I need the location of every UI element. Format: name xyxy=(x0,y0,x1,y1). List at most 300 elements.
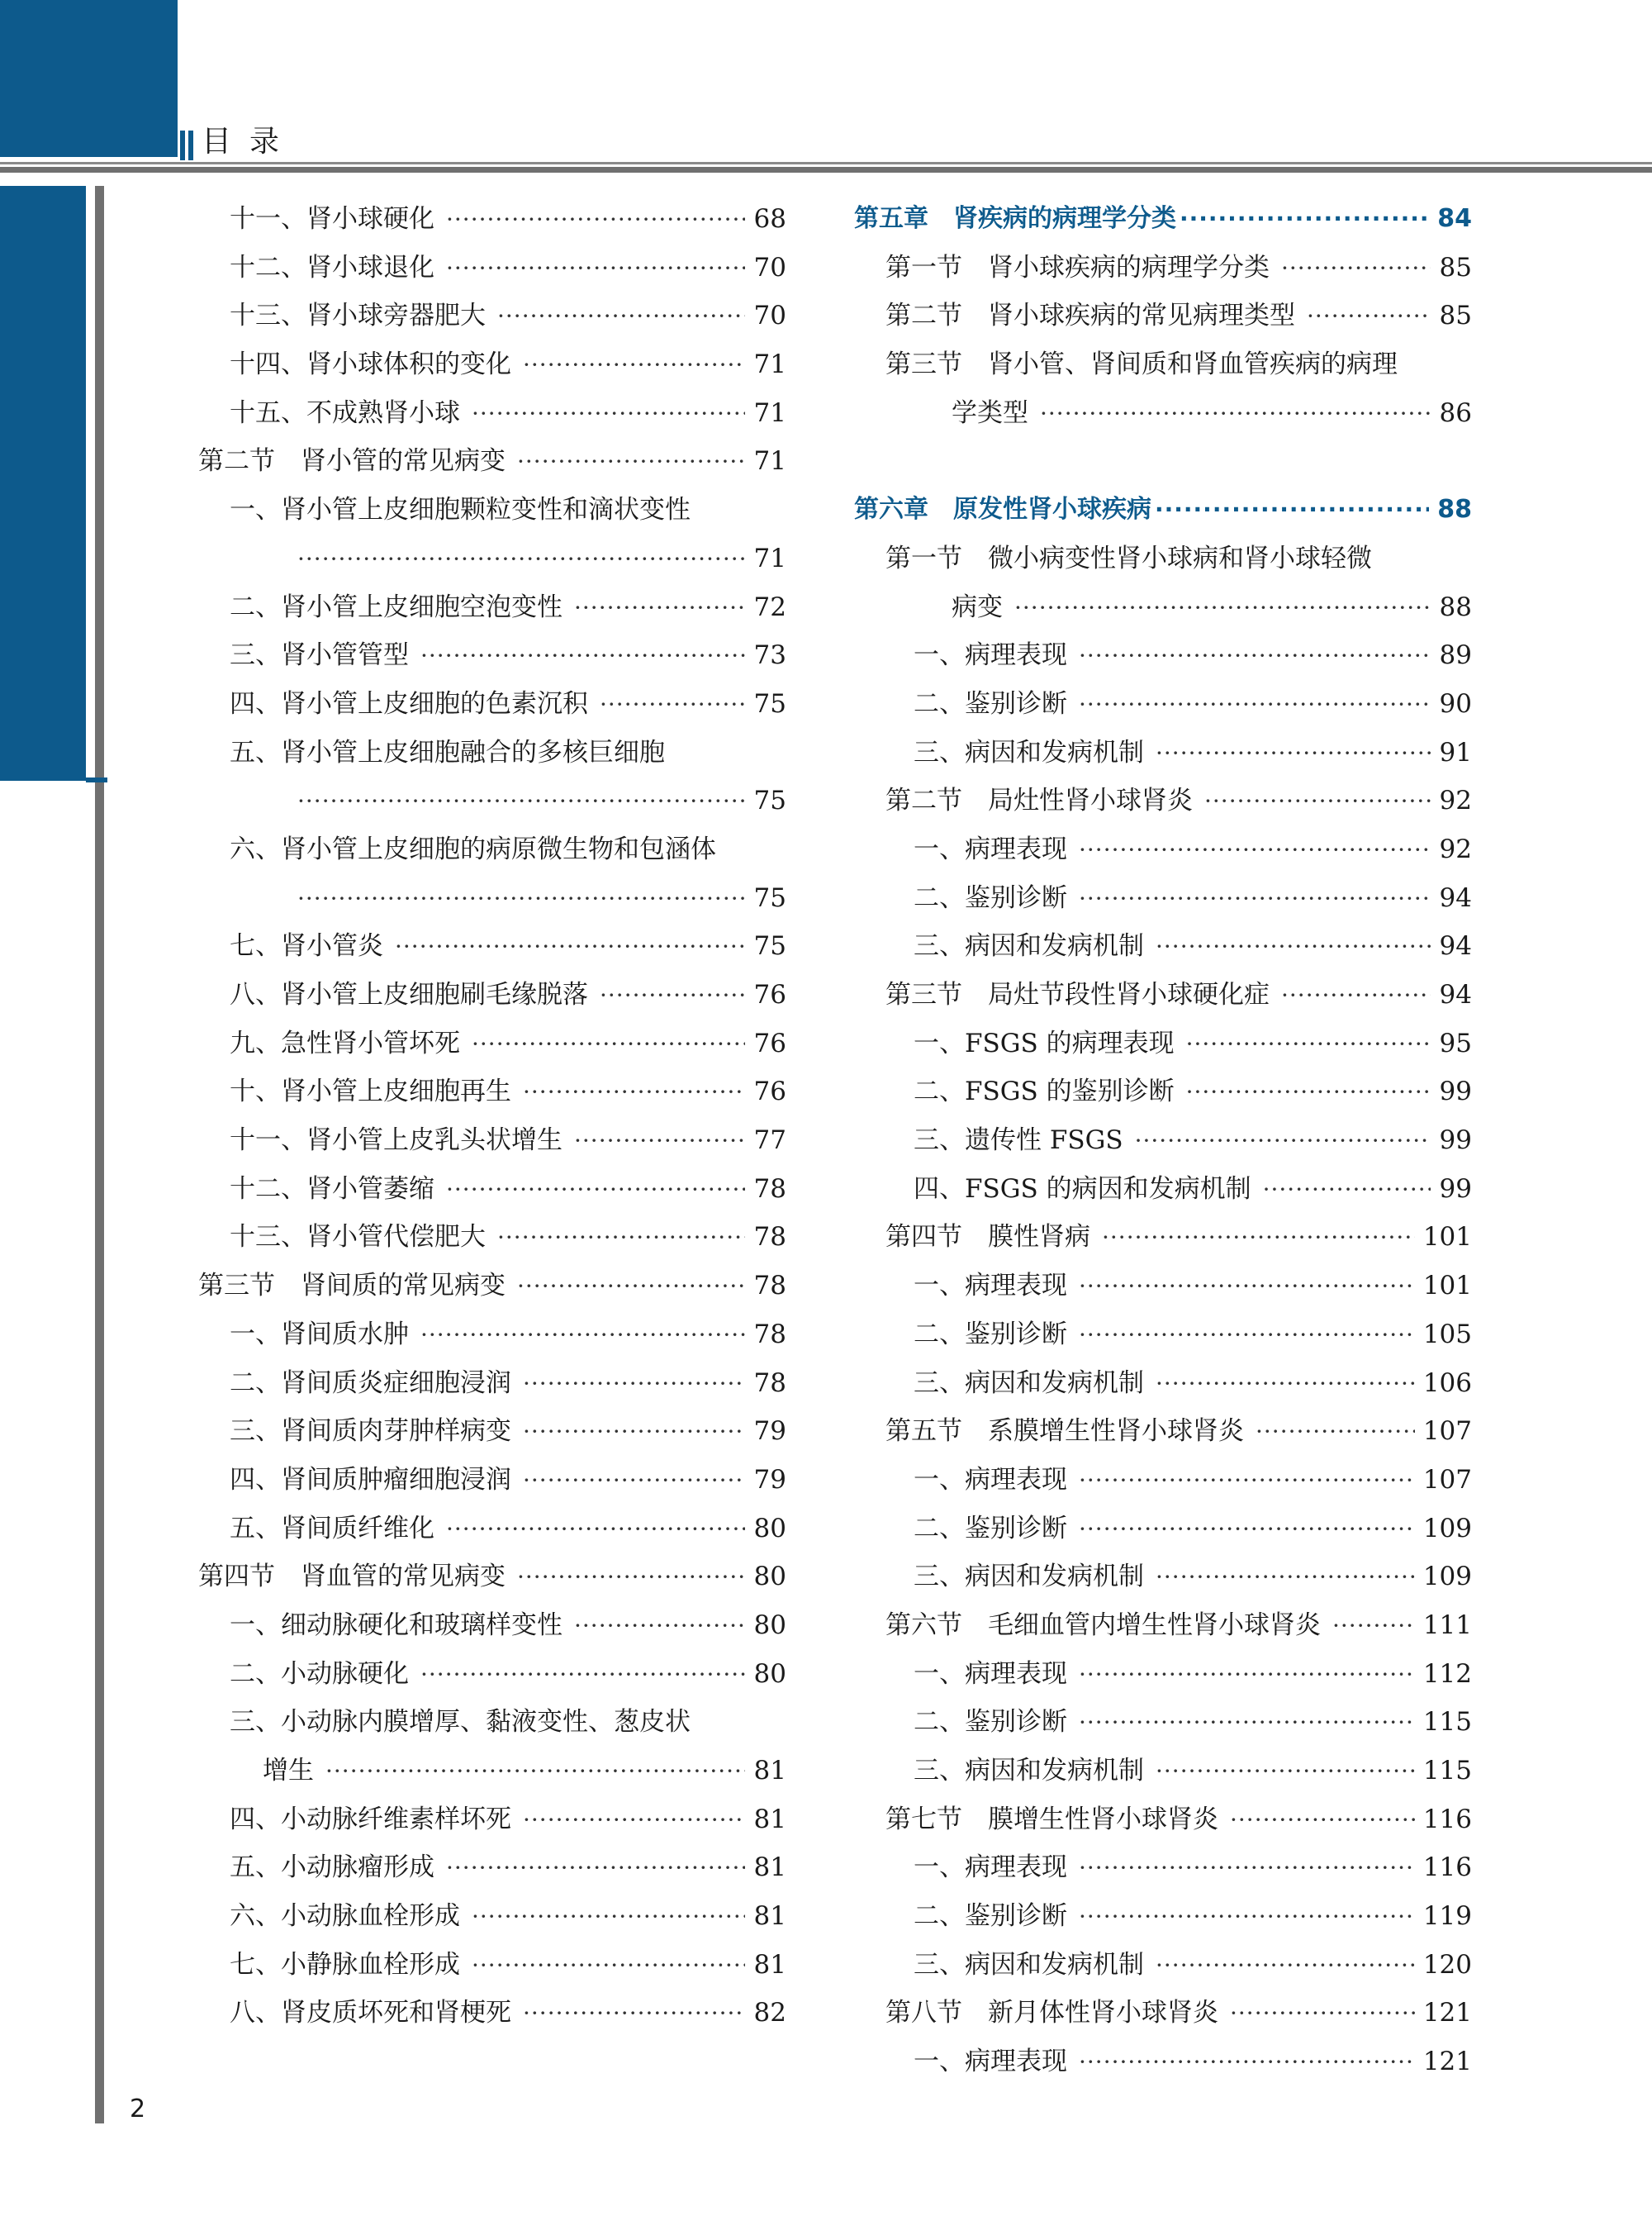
toc-entry xyxy=(885,535,1472,583)
toc-entry xyxy=(230,1310,786,1359)
toc-page-number: 101 xyxy=(1422,1222,1472,1253)
toc-entry-row xyxy=(914,1068,1472,1117)
dot-leader xyxy=(517,438,745,487)
toc-entry-row xyxy=(914,1310,1472,1360)
toc-entry xyxy=(914,1262,1472,1310)
toc-entry xyxy=(885,777,1472,825)
toc-entry-row xyxy=(885,292,1472,341)
toc-entry-row xyxy=(885,971,1472,1020)
toc-entry-label: 八、肾皮质坏死和肾梗死 xyxy=(230,1998,511,2028)
toc-page-number: 80 xyxy=(753,1658,786,1689)
dot-leader xyxy=(523,1408,745,1457)
dot-leader xyxy=(1079,826,1431,875)
side-tick-mark xyxy=(86,777,107,782)
toc-entry-row xyxy=(230,1650,786,1700)
dot-leader xyxy=(523,1796,745,1845)
toc-page-number: 99 xyxy=(1439,1125,1472,1156)
dot-leader xyxy=(1204,777,1431,826)
toc-entry xyxy=(230,825,786,874)
toc-page-number: 73 xyxy=(753,640,786,671)
toc-entry xyxy=(885,292,1472,340)
toc-entry-row xyxy=(914,1747,1472,1796)
toc-entry-row xyxy=(198,1553,786,1602)
toc-page-number: 109 xyxy=(1422,1513,1472,1543)
toc-page-number: 78 xyxy=(753,1367,786,1398)
toc-entry-label: 三、肾小管管型 xyxy=(230,640,409,671)
toc-entry-label: 一、肾间质水肿 xyxy=(230,1319,409,1349)
toc-entry-label: 十四、肾小球体积的变化 xyxy=(230,350,511,380)
toc-chapter-entry xyxy=(854,195,1472,244)
toc-entry-label: 十二、肾小球退化 xyxy=(230,252,434,283)
toc-entry-row xyxy=(885,1989,1472,2038)
toc-entry xyxy=(230,486,786,535)
dot-leader xyxy=(297,535,745,584)
dot-leader xyxy=(1156,1942,1415,1990)
toc-entry-label: 四、FSGS 的病因和发病机制 xyxy=(914,1173,1251,1204)
toc-page-number: 119 xyxy=(1422,1901,1472,1932)
toc-page-number: 70 xyxy=(753,252,786,283)
toc-entry-label: 六、肾小管上皮细胞的病原微生物和包涵体 xyxy=(230,834,716,864)
toc-page-number: 80 xyxy=(753,1513,786,1543)
page-header-title: 目录 xyxy=(202,125,298,159)
dot-leader xyxy=(420,1651,745,1700)
toc-entry-label: 第五节 系膜增生性肾小球肾炎 xyxy=(885,1416,1244,1447)
toc-entry-row xyxy=(914,1165,1472,1215)
toc-entry-row xyxy=(230,486,786,535)
toc-entry-row xyxy=(230,244,786,293)
dot-leader xyxy=(1079,1651,1415,1700)
dot-leader xyxy=(472,390,745,439)
toc-entry-label: 二、鉴别诊断 xyxy=(914,1513,1067,1543)
toc-entry xyxy=(230,1650,786,1699)
toc-page-number: 116 xyxy=(1422,1852,1472,1883)
toc-entry-row xyxy=(230,1601,786,1651)
toc-entry-label: 五、小动脉瘤形成 xyxy=(230,1852,434,1883)
toc-entry-row xyxy=(914,1941,1472,1990)
toc-page-number: 81 xyxy=(753,1901,786,1932)
toc-entry-row xyxy=(885,1407,1472,1457)
side-rule xyxy=(95,186,104,2123)
toc-entry-label: 五、肾间质纤维化 xyxy=(230,1513,434,1543)
toc-entry xyxy=(230,631,786,680)
dot-leader xyxy=(497,1214,745,1263)
toc-entry-row xyxy=(230,1941,786,1990)
toc-page-number: 71 xyxy=(753,397,786,428)
toc-entry-label: 二、小动脉硬化 xyxy=(230,1658,409,1689)
toc-entry xyxy=(230,1941,786,1990)
toc-entry xyxy=(230,1165,786,1214)
toc-page-number: 78 xyxy=(753,1222,786,1253)
dot-leader xyxy=(297,875,745,924)
dot-leader xyxy=(1079,1505,1415,1554)
toc-entry-label: 十一、肾小球硬化 xyxy=(230,204,434,234)
toc-entry-continuation xyxy=(885,583,1472,632)
toc-entry-row xyxy=(914,1892,1472,1942)
toc-entry xyxy=(230,1407,786,1456)
dot-leader xyxy=(1230,1990,1415,2038)
toc-entry-label: 四、肾间质肿瘤细胞浸润 xyxy=(230,1464,511,1495)
toc-entry xyxy=(914,2038,1472,2086)
toc-page-number: 94 xyxy=(1439,980,1472,1010)
dot-leader xyxy=(446,1166,745,1215)
toc-entry-row xyxy=(914,1650,1472,1700)
toc-entry xyxy=(230,583,786,632)
toc-entry-row xyxy=(914,1553,1472,1602)
dot-leader xyxy=(1156,1748,1415,1796)
dot-leader xyxy=(446,245,745,293)
toc-entry-row xyxy=(885,389,1472,439)
toc-page-number: 88 xyxy=(1437,495,1472,525)
dot-leader xyxy=(517,1263,745,1311)
toc-entry-label: 二、肾间质炎症细胞浸润 xyxy=(230,1367,511,1398)
toc-entry-label: 第一节 微小病变性肾小球病和肾小球轻微 xyxy=(885,543,1372,573)
toc-entry-label: 四、肾小管上皮细胞的色素沉积 xyxy=(230,688,588,719)
toc-page-number: 76 xyxy=(753,980,786,1010)
toc-page-number: 70 xyxy=(753,301,786,331)
toc-page-number: 76 xyxy=(753,1028,786,1058)
toc-entry xyxy=(914,1698,1472,1747)
toc-entry-row xyxy=(230,680,786,730)
toc-page-number: 78 xyxy=(753,1173,786,1204)
toc-page-number: 75 xyxy=(753,688,786,719)
dot-leader xyxy=(1156,730,1431,778)
dot-leader xyxy=(472,1893,745,1942)
toc-page-number: 79 xyxy=(753,1416,786,1447)
toc-entry-label: 三、病因和发病机制 xyxy=(914,1949,1144,1980)
header-accent-bar xyxy=(188,131,193,160)
toc-entry-row xyxy=(230,535,786,584)
dot-leader xyxy=(574,1602,745,1651)
toc-entry-row xyxy=(914,631,1472,681)
toc-entry-label: 四、小动脉纤维素样坏死 xyxy=(230,1804,511,1834)
toc-entry-label: 三、遗传性 FSGS xyxy=(914,1125,1123,1156)
toc-page-number: 115 xyxy=(1422,1756,1472,1786)
dot-leader xyxy=(395,923,745,972)
dot-leader xyxy=(325,1748,745,1796)
toc-entry xyxy=(230,1456,786,1505)
toc-entry-label: 第三节 局灶节段性肾小球硬化症 xyxy=(885,980,1270,1010)
toc-entry-label: 十三、肾小管代偿肥大 xyxy=(230,1222,486,1253)
toc-entry-label: 二、FSGS 的鉴别诊断 xyxy=(914,1077,1175,1107)
page-number: 2 xyxy=(130,2095,146,2123)
toc-entry xyxy=(230,340,786,389)
toc-entry-row xyxy=(914,729,1472,778)
toc-page-number: 94 xyxy=(1439,931,1472,962)
dot-leader xyxy=(446,1844,745,1893)
toc-entry-continuation xyxy=(885,389,1472,438)
toc-entry-row xyxy=(230,1116,786,1166)
toc-entry-label: 二、鉴别诊断 xyxy=(914,1707,1067,1738)
toc-entry xyxy=(914,1068,1472,1116)
toc-chapter-entry xyxy=(854,486,1472,535)
dot-leader xyxy=(420,632,745,681)
toc-entry xyxy=(914,1456,1472,1505)
toc-page-number: 112 xyxy=(1422,1658,1472,1689)
toc-page-number: 81 xyxy=(753,1756,786,1786)
toc-entry xyxy=(230,680,786,729)
toc-page-number: 76 xyxy=(753,1077,786,1107)
toc-entry-row xyxy=(914,1116,1472,1166)
toc-page-number: 121 xyxy=(1422,2047,1472,2077)
toc-entry-label: 六、小动脉血栓形成 xyxy=(230,1901,460,1932)
toc-entry-label: 一、病理表现 xyxy=(914,1658,1067,1689)
toc-entry-label: 七、小静脉血栓形成 xyxy=(230,1949,460,1980)
side-color-block xyxy=(0,186,86,781)
toc-page-number: 80 xyxy=(753,1562,786,1592)
toc-page-number: 68 xyxy=(753,204,786,234)
dot-leader xyxy=(446,196,745,245)
toc-entry-row xyxy=(885,535,1472,583)
toc-entry-label: 一、病理表现 xyxy=(914,2047,1067,2077)
toc-page-number: 94 xyxy=(1439,882,1472,913)
toc-entry xyxy=(230,1505,786,1553)
toc-entry-row xyxy=(885,1795,1472,1845)
toc-entry-row xyxy=(914,1456,1472,1505)
toc-entry-label: 十一、肾小管上皮乳头状增生 xyxy=(230,1125,563,1156)
toc-page-number: 77 xyxy=(753,1125,786,1156)
toc-entry xyxy=(914,825,1472,874)
toc-entry-label: 三、病因和发病机制 xyxy=(914,1562,1144,1592)
dot-leader xyxy=(523,1068,745,1117)
toc-entry xyxy=(230,971,786,1020)
toc-page-number: 91 xyxy=(1439,737,1472,768)
toc-entry xyxy=(885,1213,1472,1262)
toc-entry xyxy=(914,1941,1472,1990)
toc-entry xyxy=(914,1165,1472,1214)
toc-page-number: 71 xyxy=(753,446,786,477)
dot-leader xyxy=(1186,1068,1431,1117)
toc-entry-row xyxy=(230,777,786,826)
toc-page-number: 82 xyxy=(753,1998,786,2028)
toc-entry-label-continued: 学类型 xyxy=(952,397,1028,428)
dot-leader xyxy=(1040,390,1431,439)
dot-leader xyxy=(523,1990,745,2038)
toc-entry xyxy=(885,1407,1472,1456)
toc-entry-continuation xyxy=(230,874,786,923)
toc-entry-row xyxy=(914,874,1472,924)
toc-entry-row xyxy=(854,486,1472,535)
toc-page-number: 79 xyxy=(753,1464,786,1495)
toc-entry-row xyxy=(230,729,786,777)
toc-entry-label: 第二节 肾小管的常见病变 xyxy=(198,446,506,477)
toc-entry xyxy=(885,1601,1472,1650)
toc-entry-row xyxy=(230,1892,786,1942)
toc-page-number: 89 xyxy=(1439,640,1472,671)
toc-entry xyxy=(914,874,1472,923)
toc-entry-label: 三、肾间质肉芽肿样病变 xyxy=(230,1416,511,1447)
toc-page-number: 88 xyxy=(1439,592,1472,622)
dot-leader xyxy=(1281,972,1431,1020)
dot-leader xyxy=(523,1457,745,1505)
dot-leader xyxy=(420,1311,745,1360)
header-rule xyxy=(0,162,1652,164)
toc-entry-row xyxy=(230,874,786,924)
toc-page-number: 80 xyxy=(753,1610,786,1640)
toc-entry xyxy=(198,1553,786,1601)
toc-entry xyxy=(230,389,786,438)
toc-entry-row xyxy=(885,244,1472,293)
toc-page-number: 72 xyxy=(753,592,786,622)
toc-entry xyxy=(198,437,786,486)
dot-leader xyxy=(523,341,745,390)
toc-entry xyxy=(230,1698,786,1747)
dot-leader xyxy=(1256,1408,1415,1457)
dot-leader xyxy=(472,1942,745,1990)
toc-page-number: 107 xyxy=(1422,1416,1472,1447)
toc-entry-row xyxy=(914,1020,1472,1069)
toc-entry-label: 三、病因和发病机制 xyxy=(914,1367,1144,1398)
toc-entry xyxy=(914,1553,1472,1601)
toc-entry-label: 十、肾小管上皮细胞再生 xyxy=(230,1077,511,1107)
toc-entry xyxy=(885,340,1472,389)
header-rule xyxy=(0,167,1652,173)
toc-entry-row xyxy=(230,292,786,341)
toc-entry xyxy=(914,1505,1472,1553)
toc-entry-row xyxy=(230,1505,786,1554)
dot-leader xyxy=(1186,1020,1431,1069)
toc-page-number: 95 xyxy=(1439,1028,1472,1058)
toc-entry-label: 一、FSGS 的病理表现 xyxy=(914,1028,1175,1058)
toc-entry xyxy=(230,922,786,971)
toc-entry-label: 一、病理表现 xyxy=(914,1852,1067,1883)
dot-leader xyxy=(1307,292,1431,341)
toc-page-number: 81 xyxy=(753,1804,786,1834)
dot-leader xyxy=(1079,632,1431,681)
toc-entry-label: 九、急性肾小管坏死 xyxy=(230,1028,460,1058)
toc-page-number: 85 xyxy=(1439,301,1472,331)
dot-leader xyxy=(1079,1699,1415,1748)
toc-entry-row xyxy=(198,437,786,487)
toc-page-number: 81 xyxy=(753,1852,786,1883)
toc-entry xyxy=(198,1262,786,1310)
toc-page-number: 78 xyxy=(753,1319,786,1349)
toc-entry-label: 十五、不成熟肾小球 xyxy=(230,397,460,428)
toc-entry-label: 二、鉴别诊断 xyxy=(914,882,1067,913)
toc-entry-row xyxy=(914,825,1472,875)
toc-entry xyxy=(885,1989,1472,2038)
toc-right-column xyxy=(854,195,1472,2086)
toc-entry xyxy=(914,1747,1472,1795)
toc-page-number: 106 xyxy=(1422,1367,1472,1398)
toc-page-number: 111 xyxy=(1422,1610,1472,1640)
toc-entry-row xyxy=(230,195,786,245)
toc-entry xyxy=(914,1843,1472,1892)
toc-page-number: 78 xyxy=(753,1271,786,1301)
toc-entry-label: 八、肾小管上皮细胞刷毛缘脱落 xyxy=(230,980,588,1010)
toc-entry-row xyxy=(230,1165,786,1215)
dot-leader xyxy=(1263,1166,1431,1215)
toc-entry-label: 三、小动脉内膜增厚、黏液变性、葱皮状 xyxy=(230,1707,691,1738)
dot-leader xyxy=(1079,1893,1415,1942)
toc-page-number: 99 xyxy=(1439,1077,1472,1107)
toc-entry-row xyxy=(230,922,786,972)
header-accent-bar xyxy=(180,131,185,160)
dot-leader xyxy=(1155,486,1429,535)
toc-page-number: 92 xyxy=(1439,786,1472,816)
dot-leader xyxy=(1102,1214,1415,1263)
toc-entry-label: 七、肾小管炎 xyxy=(230,931,383,962)
toc-page-number: 92 xyxy=(1439,834,1472,864)
toc-entry xyxy=(914,680,1472,729)
toc-entry-label: 二、鉴别诊断 xyxy=(914,688,1067,719)
toc-page-number: 105 xyxy=(1422,1319,1472,1349)
toc-entry-label: 第三节 肾小管、肾间质和肾血管疾病的病理 xyxy=(885,350,1398,380)
toc-page-number: 116 xyxy=(1422,1804,1472,1834)
toc-entry-row xyxy=(230,1310,786,1360)
toc-page-number: 75 xyxy=(753,786,786,816)
toc-entry xyxy=(230,1213,786,1262)
toc-page-number: 107 xyxy=(1422,1464,1472,1495)
toc-entry-label: 十二、肾小管萎缩 xyxy=(230,1173,434,1204)
toc-entry xyxy=(885,1795,1472,1844)
toc-entry-label: 一、肾小管上皮细胞颗粒变性和滴状变性 xyxy=(230,495,691,525)
dot-leader xyxy=(1156,923,1431,972)
toc-entry-row xyxy=(885,1213,1472,1263)
toc-entry-row xyxy=(885,340,1472,389)
dot-leader xyxy=(1180,195,1429,244)
toc-entry xyxy=(885,971,1472,1020)
dot-leader xyxy=(574,584,745,633)
dot-leader xyxy=(1079,681,1431,730)
toc-entry-row xyxy=(230,1795,786,1845)
toc-entry xyxy=(230,1892,786,1941)
toc-entry-row xyxy=(914,1505,1472,1554)
dot-leader xyxy=(517,1553,745,1602)
toc-entry-row xyxy=(230,1213,786,1263)
toc-entry-row xyxy=(914,1843,1472,1893)
dot-leader xyxy=(600,972,745,1020)
toc-entry-label: 第二节 局灶性肾小球肾炎 xyxy=(885,786,1193,816)
toc-entry xyxy=(230,1020,786,1068)
toc-entry xyxy=(230,1989,786,2038)
dot-leader xyxy=(600,681,745,730)
dot-leader xyxy=(1281,245,1431,293)
toc-entry-label: 二、鉴别诊断 xyxy=(914,1901,1067,1932)
toc-entry-row xyxy=(230,1843,786,1893)
dot-leader xyxy=(1135,1117,1431,1166)
toc-entry-label: 三、病因和发病机制 xyxy=(914,1756,1144,1786)
toc-page-number: 115 xyxy=(1422,1707,1472,1738)
dot-leader xyxy=(1079,1263,1415,1311)
toc-entry-row xyxy=(854,195,1472,244)
toc-page-number: 75 xyxy=(753,882,786,913)
toc-page-number: 120 xyxy=(1422,1949,1472,1980)
dot-leader xyxy=(1079,1844,1415,1893)
dot-leader xyxy=(1156,1553,1415,1602)
toc-entry-row xyxy=(914,680,1472,730)
toc-entry-label: 五、肾小管上皮细胞融合的多核巨细胞 xyxy=(230,737,665,768)
toc-page-number: 71 xyxy=(753,350,786,380)
toc-page-number: 99 xyxy=(1439,1173,1472,1204)
toc-entry-label: 第五章 肾疾病的病理学分类 xyxy=(854,204,1176,233)
toc-page-number: 71 xyxy=(753,543,786,573)
toc-page-number: 85 xyxy=(1439,252,1472,283)
toc-entry xyxy=(914,1359,1472,1408)
toc-page-number: 90 xyxy=(1439,688,1472,719)
toc-page-number: 121 xyxy=(1422,1998,1472,2028)
toc-entry xyxy=(230,1601,786,1650)
toc-entry-continuation xyxy=(230,535,786,583)
toc-entry-row xyxy=(230,1407,786,1457)
toc-entry-label: 第二节 肾小球疾病的常见病理类型 xyxy=(885,301,1295,331)
toc-entry-row xyxy=(230,389,786,439)
toc-entry-label: 第六节 毛细血管内增生性肾小球肾炎 xyxy=(885,1610,1321,1640)
toc-page-number: 86 xyxy=(1439,397,1472,428)
toc-entry xyxy=(885,244,1472,292)
toc-entry xyxy=(914,1116,1472,1165)
toc-entry-label: 第四节 肾血管的常见病变 xyxy=(198,1562,506,1592)
toc-entry-row xyxy=(914,1262,1472,1311)
